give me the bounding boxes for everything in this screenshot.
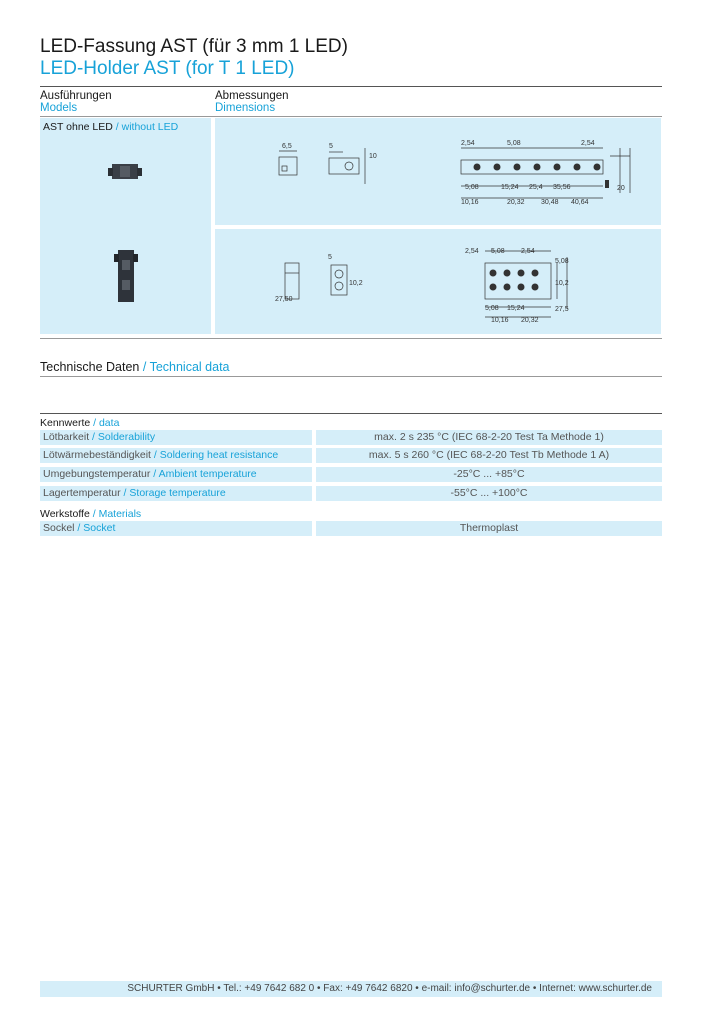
dim-b-12: 20,32 [521,317,539,324]
dim-b-0: 2,54 [465,248,479,255]
row-label-en: Solderability [97,431,156,443]
kennwerte-sep: / [90,417,99,429]
model-label [43,121,178,133]
dim-a-2: 10 [369,153,377,160]
data-row-label: Lötwärmebeständigkeit / Soldering heat resistance [40,448,312,463]
werkstoffe-de: Werkstoffe [40,508,90,520]
row-label-de: Lagertemperatur [43,487,121,499]
dim-b-7: 10,2 [349,280,363,287]
werkstoffe-en: Materials [98,508,142,520]
dim-a-12: 20,32 [507,199,525,206]
data-row-label: Lötbarkeit / Solderability [40,430,312,445]
dim-a-14: 40,64 [571,199,589,206]
model-label-sep: / [112,121,122,133]
row-label-de: Umgebungstemperatur [43,468,151,480]
product-image-single [108,160,142,184]
technical-heading-en: Technical data [149,360,230,374]
werkstoffe-heading [40,508,141,520]
dim-a-3: 2,54 [461,140,475,147]
material-label-de: Sockel [43,522,75,534]
row-label-de: Lötwärmebeständigkeit [43,449,151,461]
material-row-label: Sockel / Socket [40,521,312,536]
dim-b-6: 5 [328,254,332,261]
dim-a-1: 5 [329,143,333,150]
dim-a-0: 6,5 [282,143,292,150]
header-rule-2 [40,116,662,117]
footer-contact: SCHURTER GmbH • Tel.: +49 7642 682 0 • Fax: +49 7642 6820 • e-mail: info@schurter.de • Internet: www.schurter.de [40,981,662,997]
material-row-value: Thermoplast [316,521,662,536]
data-row [40,430,662,445]
data-row-value: max. 2 s 235 °C (IEC 68-2-20 Test Ta Methode 1) [316,430,662,445]
dimensions-panel-single [215,118,661,225]
dimension-drawing-strip [215,229,661,334]
models-panel [40,118,211,334]
technical-heading-de: Technische Daten [40,360,140,374]
material-label-en: Socket [83,522,116,534]
dimensions-header-de: Abmessungen [215,90,289,102]
werkstoffe-sep: / [89,508,99,520]
dimension-drawing-single [215,118,661,225]
models-header-en: Models [40,102,78,114]
data-row-value: max. 5 s 260 °C (IEC 68-2-20 Test Tb Methode 1 A) [316,448,662,463]
dim-a-5: 2,54 [581,140,595,147]
model-label-de: AST ohne LED [43,121,113,133]
dim-a-8: 15,24 [501,184,519,191]
row-label-en: Storage temperature [129,487,226,499]
dim-b-9: 5,08 [485,305,499,312]
data-row-value: -25°C ... +85°C [316,467,662,482]
dim-a-9: 25,4 [529,184,543,191]
dim-a-4: 5,08 [507,140,521,147]
material-row [40,521,662,536]
data-row [40,448,662,463]
dim-a-6: 20 [617,185,625,192]
dim-b-3: 5,08 [555,258,569,265]
dim-a-13: 30,48 [541,199,559,206]
data-row [40,486,662,501]
data-row-label: Lagertemperatur / Storage temperature [40,486,312,501]
page-subtitle: LED-Holder AST (for T 1 LED) [40,58,295,79]
data-rule [40,413,662,414]
row-label-en: Ambient temperature [158,468,257,480]
dim-b-1: 5,08 [491,248,505,255]
dim-b-5: 27,5 [555,306,569,313]
dim-b-10: 15,24 [507,305,525,312]
row-label-de: Lötbarkeit [43,431,90,443]
data-row-value: -55°C ... +100°C [316,486,662,501]
kennwerte-en: data [98,417,120,429]
section-rule [40,338,662,339]
models-header-de: Ausführungen [40,90,112,102]
data-row [40,467,662,482]
technical-heading-sep: / [139,360,150,374]
dimensions-panel-strip [215,229,661,334]
kennwerte-heading [40,417,119,429]
dim-b-2: 2,54 [521,248,535,255]
header-rule [40,86,662,87]
page-title: LED-Fassung AST (für 3 mm 1 LED) [40,36,348,57]
dim-b-4: 10,2 [555,280,569,287]
model-label-en: without LED [121,121,179,133]
dim-b-8: 27,50 [275,296,293,303]
data-row-label: Umgebungstemperatur / Ambient temperature [40,467,312,482]
product-image-strip [114,248,138,304]
technical-rule [40,376,662,377]
dim-a-7: 5,08 [465,184,479,191]
dim-a-11: 10,16 [461,199,479,206]
technical-heading [40,360,230,374]
row-label-en: Soldering heat resistance [159,449,279,461]
dimensions-header-en: Dimensions [215,102,276,114]
kennwerte-de: Kennwerte [40,417,91,429]
dim-a-10: 35,56 [553,184,571,191]
dim-b-11: 10,16 [491,317,509,324]
